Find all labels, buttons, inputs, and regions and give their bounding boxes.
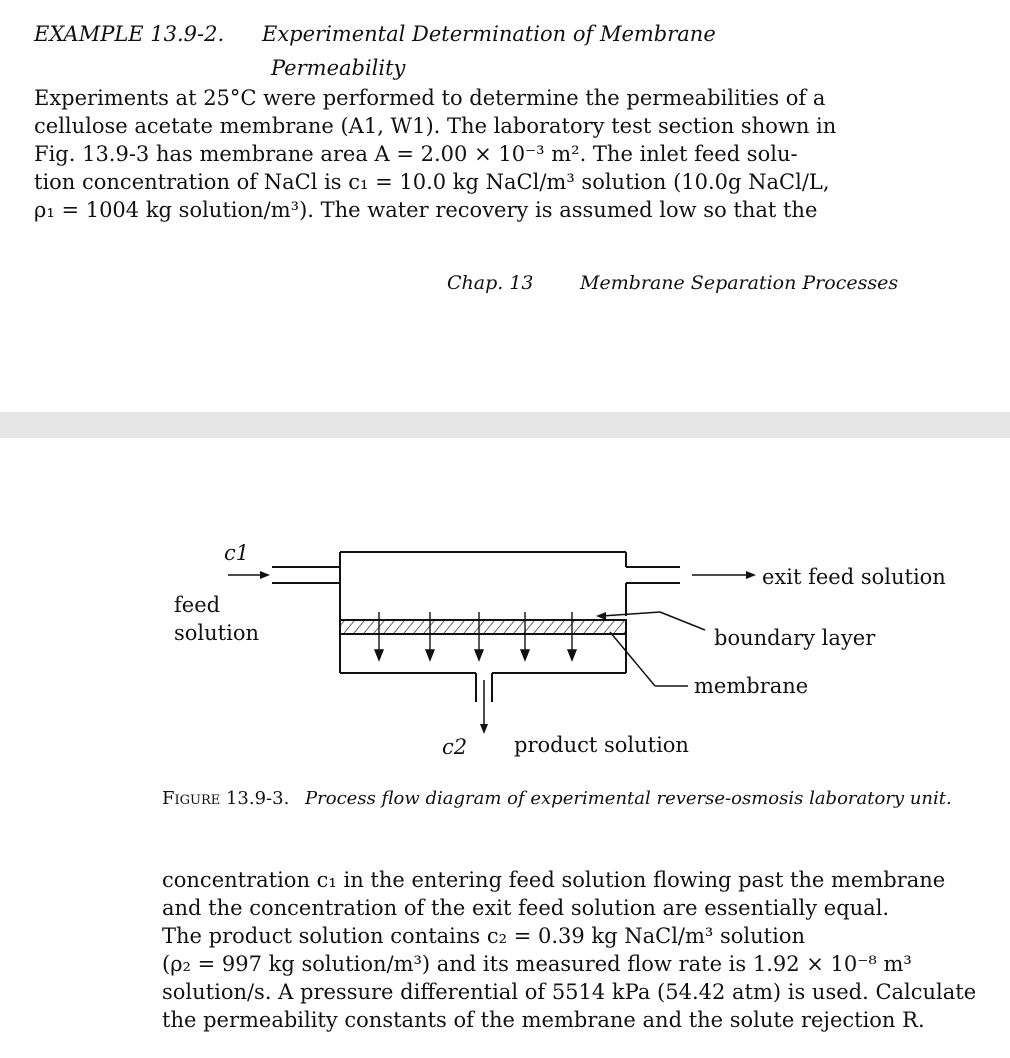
continuation-line: the permeability constants of the membrane and the solute rejection R. <box>162 1008 925 1032</box>
exit-arrow-icon <box>746 571 756 579</box>
example-title-line1: Experimental Determination of Membrane <box>262 22 716 46</box>
continuation-line: solution/s. A pressure differential of 5514 kPa (54.42 atm) is used. Calculate <box>162 980 977 1004</box>
intro-line: ρ₁ = 1004 kg solution/m³). The water recovery is assumed low so that the <box>34 198 818 222</box>
inlet-arrow-icon <box>260 571 270 579</box>
c2-label: c2 <box>442 735 468 759</box>
running-header-chapter: Chap. 13 <box>447 272 534 294</box>
intro-line: tion concentration of NaCl is c₁ = 10.0 kg NaCl/m³ solution (10.0g NaCl/L, <box>34 170 830 194</box>
boundary-layer-arrow-icon <box>596 612 606 620</box>
continuation-line: and the concentration of the exit feed solution are essentially equal. <box>162 896 890 920</box>
boundary-layer-label: boundary layer <box>714 626 876 650</box>
product-solution-label: product solution <box>514 733 689 757</box>
intro-paragraph <box>34 84 836 224</box>
example-title-line2: Permeability <box>271 56 406 80</box>
membrane-label: membrane <box>694 674 809 698</box>
exit-feed-label: exit feed solution <box>762 565 946 589</box>
page-break-band <box>0 412 1010 438</box>
c1-label: c1 <box>224 541 250 565</box>
intro-line: Fig. 13.9-3 has membrane area A = 2.00 × 10⁻³ m². The inlet feed solu- <box>34 142 798 166</box>
figure-caption-text: Process flow diagram of experimental reverse-osmosis laboratory unit. <box>305 788 952 809</box>
intro-line: cellulose acetate membrane (A1, W1). The laboratory test section shown in <box>34 114 837 138</box>
process-flow-diagram <box>0 530 1010 770</box>
figure-caption <box>162 788 952 809</box>
membrane-band <box>340 620 626 634</box>
figure-caption-label: Figure 13.9-3. <box>162 788 290 809</box>
product-arrow-icon <box>480 724 488 734</box>
continuation-paragraph <box>162 866 976 1034</box>
intro-line: Experiments at 25°C were performed to determine the permeabilities of a <box>34 86 826 110</box>
example-label: EXAMPLE 13.9-2. <box>34 22 225 46</box>
continuation-line: The product solution contains c₂ = 0.39 kg NaCl/m³ solution <box>162 924 805 948</box>
feed-label: feed <box>174 593 221 617</box>
feed-solution-label: solution <box>174 621 259 645</box>
continuation-line: (ρ₂ = 997 kg solution/m³) and its measured flow rate is 1.92 × 10⁻⁸ m³ <box>162 952 912 976</box>
running-header-section: Membrane Separation Processes <box>580 272 899 294</box>
continuation-line: concentration c₁ in the entering feed solution flowing past the membrane <box>162 868 946 892</box>
